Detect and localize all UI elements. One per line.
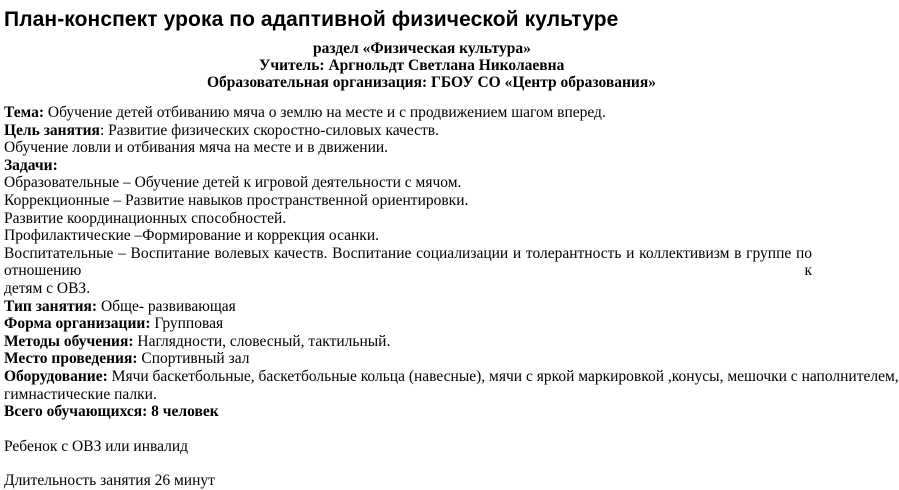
task-educational: Образовательные – Обучение детей к игровой деятельности с мячом.: [4, 174, 462, 192]
methods-label: Методы обучения:: [4, 332, 134, 350]
task-preventive: Профилактические –Формирование и коррекция осанки.: [4, 227, 380, 245]
task-upbringing: Воспитательные – Воспитание волевых качеств. Воспитание социализации и толерантность и коллективизм в группе по отношению к: [4, 244, 812, 280]
place-line: [4, 350, 814, 368]
equipment-label: Оборудование:: [4, 367, 108, 385]
methods-value: Наглядности, словесный, тактильный.: [133, 332, 391, 350]
goal-line: [4, 122, 814, 140]
goal-value: : Развитие физических скоростно-силовых качеств.: [99, 121, 439, 139]
lesson-type-value: Обще- развивающая: [97, 297, 236, 315]
organization-form-label: Форма организации:: [4, 315, 151, 333]
task-coordination: Развитие координационных способностей.: [4, 209, 287, 227]
students-total: Всего обучающихся: 8 человек: [4, 403, 219, 421]
equipment-value: Мячи баскетбольные, баскетбольные кольца (навесные), мячи с яркой маркировкой ,конусы, мешочки с наполнителем,: [107, 367, 899, 385]
lesson-type-line: [4, 298, 814, 316]
equipment-line-2: гимнастические палки.: [4, 385, 157, 403]
place-label: Место проведения:: [4, 350, 138, 368]
lesson-duration: Длительность занятия 26 минут: [4, 472, 215, 490]
tasks-heading: Задачи:: [4, 156, 58, 174]
goal-label: Цель занятия: [4, 121, 100, 139]
spacer: [4, 455, 814, 472]
teacher-line: Учитель: Аргнольдт Светлана Николаевна: [259, 57, 565, 74]
topic-line: [4, 104, 814, 122]
place-value: Спортивный зал: [137, 350, 250, 368]
child-status: Ребенок с ОВЗ или инвалид: [4, 437, 189, 455]
task-correctional: Коррекционные – Развитие навыков пространственной ориентировки.: [4, 191, 469, 209]
lesson-type-label: Тип занятия:: [4, 297, 98, 315]
topic-label: Тема:: [4, 104, 44, 121]
topic-value: Обучение детей отбиванию мяча о землю на месте и с продвижением шагом вперед.: [44, 104, 606, 121]
goal-line-2: Обучение ловли и отбивания мяча на месте и в движении.: [4, 139, 389, 157]
lesson-body: [4, 104, 899, 490]
organization-line: Образовательная организация: ГБОУ СО «Центр образования»: [207, 74, 656, 91]
spacer: [4, 421, 814, 438]
methods-line: [4, 333, 814, 351]
section-line: раздел «Физическая культура»: [313, 40, 531, 57]
organization-form-value: Групповая: [150, 315, 224, 333]
document-title: План-конспект урока по адаптивной физической культуре: [4, 8, 619, 31]
organization-form-line: [4, 315, 814, 333]
equipment-line: [4, 367, 899, 386]
task-upbringing-continued: детям с ОВЗ.: [4, 279, 91, 297]
